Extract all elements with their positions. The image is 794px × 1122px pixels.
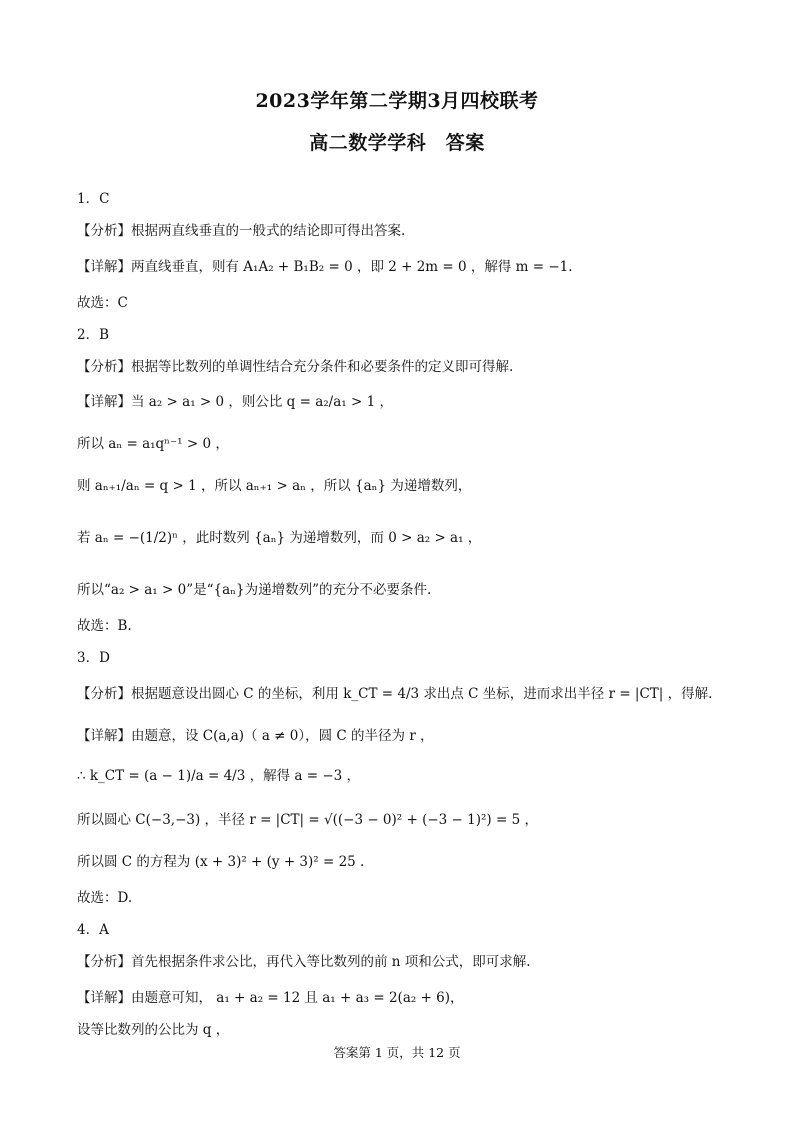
question-3-choice: 故选：D. xyxy=(77,890,133,906)
document-subtitle: 高二数学学科 答案 xyxy=(309,132,485,154)
question-1-detail: 【详解】两直线垂直，则有 A₁A₂ + B₁B₂ = 0 ，即 2 + 2m = 0 ，解得 m = −1. xyxy=(77,259,573,275)
question-3-detail-line: 所以圆心 C(−3,−3) ，半径 r = |CT| = √((−3 − 0)² + (−3 − 1)²) = 5 ， xyxy=(77,812,538,828)
question-3-detail-line: 所以圆 C 的方程为 (x + 3)² + (y + 3)² = 25 . xyxy=(77,854,365,870)
question-1-analysis: 【分析】根据两直线垂直的一般式的结论即可得出答案. xyxy=(77,223,406,239)
page-footer: 答案第 1 页，共 12 页 xyxy=(333,1045,461,1060)
question-3-detail-line: 【详解】由题意，设 C(a,a)（ a ≠ 0），圆 C 的半径为 r ， xyxy=(77,728,434,744)
question-3-analysis: 【分析】根据题意设出圆心 C 的坐标，利用 k_CT = 4/3 求出点 C 坐标，进而求出半径 r = |CT| ，得解. xyxy=(77,686,713,702)
question-1-answer: 1．C xyxy=(77,191,110,207)
question-2-analysis: 【分析】根据等比数列的单调性结合充分条件和必要条件的定义即可得解. xyxy=(77,359,514,375)
question-2-detail-line: 所以 aₙ = a₁qⁿ⁻¹ > 0 ， xyxy=(77,436,229,452)
question-3-detail-line: ∴ k_CT = (a − 1)/a = 4/3 ，解得 a = −3 ， xyxy=(77,768,361,784)
question-2-answer: 2．B xyxy=(77,327,110,343)
question-4-answer: 4．A xyxy=(77,922,109,938)
question-2-detail-line: 则 aₙ₊₁/aₙ = q > 1 ，所以 aₙ₊₁ > aₙ ，所以 {aₙ} 为递增数列， xyxy=(77,478,472,494)
question-4-analysis: 【分析】首先根据条件求公比，再代入等比数列的前 n 项和公式，即可求解. xyxy=(77,954,531,970)
question-2-conclusion: 所以“a₂ > a₁ > 0”是“{aₙ}为递增数列”的充分不必要条件. xyxy=(77,582,432,598)
question-2-detail-line: 【详解】当 a₂ > a₁ > 0 ，则公比 q = a₂/a₁ > 1 ， xyxy=(77,394,393,410)
question-4-detail-line: 【详解】由题意可知， a₁ + a₂ = 12 且 a₁ + a₃ = 2(a₂ + 6)， xyxy=(77,990,464,1006)
document-title: 2023学年第二学期3月四校联考 xyxy=(255,90,539,112)
question-2-choice: 故选：B. xyxy=(77,618,132,634)
question-4-detail-line: 设等比数列的公比为 q ， xyxy=(77,1022,230,1038)
question-3-answer: 3．D xyxy=(77,650,110,666)
question-1-choice: 故选：C xyxy=(77,295,128,311)
question-2-detail-line: 若 aₙ = −(1/2)ⁿ ，此时数列 {aₙ} 为递增数列，而 0 > a₂ > a₁ ， xyxy=(77,530,482,546)
